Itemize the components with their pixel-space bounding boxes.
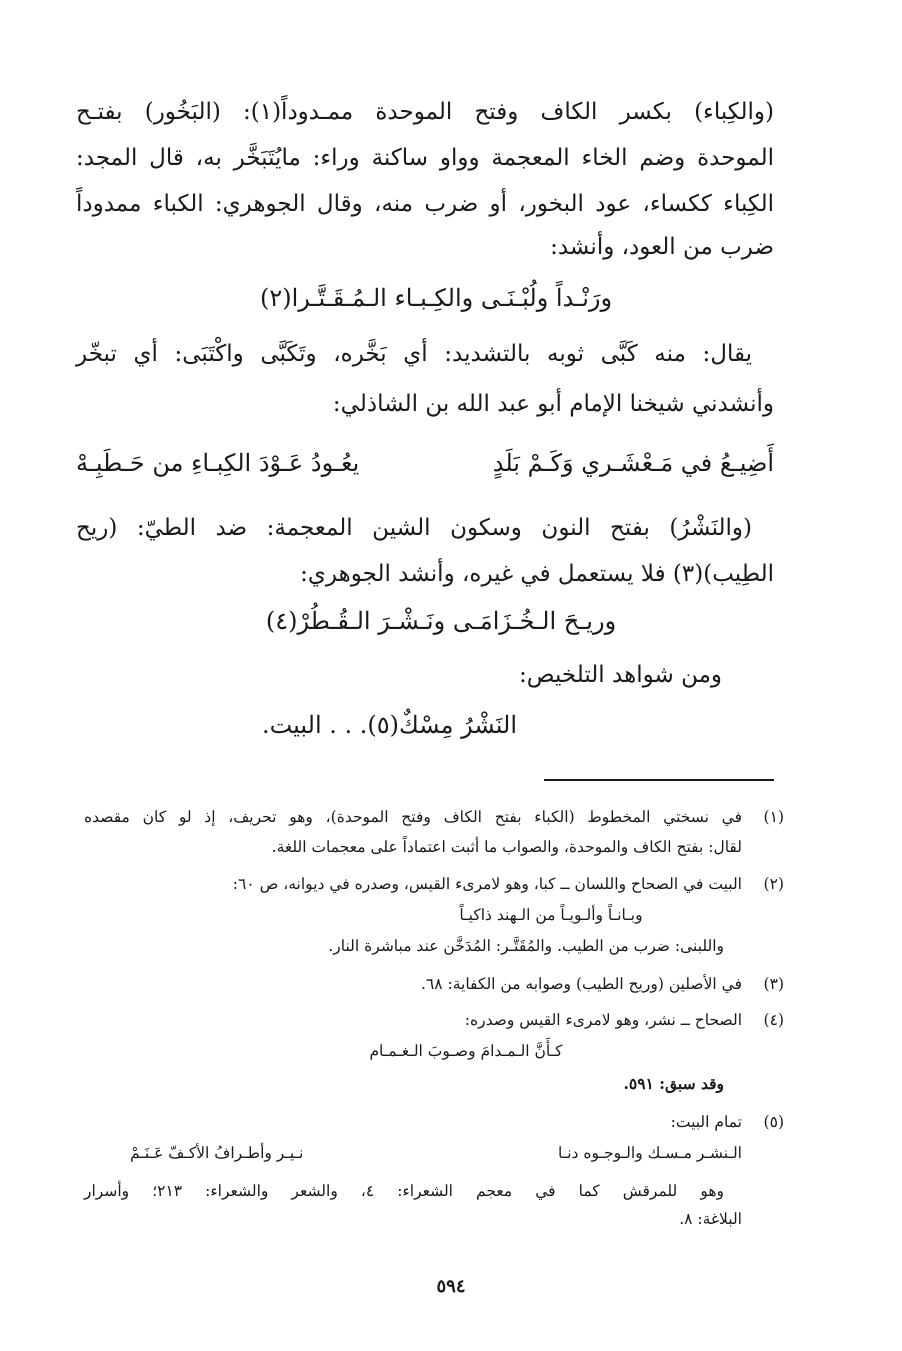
body-line-1: (والكِباء) بكسر الكاف وفتح الموحدة ممـدوداً(١): (البَخُور) بفتـح [76,99,774,125]
footnote-2-line-2: واللبنى: ضرب من الطيب. والمُقَتَّـر: المُدَخَّن عند مباشرة النار. [328,937,724,955]
verse-2-first-hemistich: أَضِيـعُ في مَـعْشَـري وَكَـمْ بَلَدٍ [492,449,774,477]
footnote-1-line-2: لقال: بفتح الكاف والموحدة، والصواب ما أثبت اعتماداً على معجمات اللغة. [271,838,742,856]
footnote-2-line-1: البيت في الصحاح واللسان ــ كبا، وهو لامرىء القيس، وصدره في ديوانه، ص ٦٠: [232,875,742,893]
footnote-5-line-2: وهو للمرقش كما في معجم الشعراء: ٤، والشعر والشعراء: ٢١٣؛ وأسرار [84,1182,724,1200]
footnote-3-line-1: في الأصلين (وريح الطيب) وصوابه من الكفاية: ٦٨. [420,975,742,993]
footnote-5-line-3: البلاغة: ٨. [679,1210,742,1228]
body-line-7: (والنَشْرُ) بفتح النون وسكون الشين المعجمة: ضد الطيّ: (ريح [76,515,752,541]
body-line-2: الموحدة وضم الخاء المعجمة وواو ساكنة وراء: مايُتَبَخَّر به، قال المجد: [76,145,774,171]
verse-2-second-hemistich: يعُـودُ عَـوْدَ الكِبـاءِ من حَـطَبِـهْ [76,449,360,477]
verse-3: وريـحَ الـخُـزَامَـى ونَـشْـرَ الـقُـطُرْ(٤) [265,607,617,635]
body-line-4: ضرب من العود، وأنشد: [550,234,774,260]
footnote-4-verse: كـأَنَّ الـمـدامَ وصـوبَ الـغـمـام [369,1042,563,1060]
body-line-8: الطِيب)(٣) فلا يستعمل في غيره، وأنشد الجوهري: [300,561,774,587]
body-line-6: وأنشدني شيخنا الإمام أبو عبد الله بن الشاذلي: [332,391,774,417]
footnote-2-number: (٢) [763,875,784,893]
footnote-5-verse-first-hemistich: الـنشـر مـسـك والـوجـوه دنـا [557,1144,742,1162]
footnote-4-line-1: الصحاح ــ نشر، وهو لامرىء القيس وصدره: [464,1011,742,1029]
footnote-1-number: (١) [763,808,784,826]
body-line-9: ومن شواهد التلخيص: [519,662,722,688]
body-line-3: الكِباء ككساء، عود البخور، أو ضرب منه، وقال الجوهري: الكباء ممدوداً [76,191,774,217]
footnote-5-line-1: تمام البيت: [670,1113,742,1131]
footnote-1-line-1: في نسختي المخطوط (الكباء بفتح الكاف وفتح الموحدة)، وهو تحريف، إذ لو كان مقصده [84,808,742,826]
body-line-5: يقال: منه كَبَّى ثوبه بالتشديد: أي بَخَّره، وتَكَبَّى واكْتَبَى: أي تبخّر [76,341,752,367]
page-number: ٥٩٤ [436,1276,466,1297]
footnote-5-verse-second-hemistich: نـيـر وأطـرافُ الأكـفّ عَـنَـمْ [130,1144,304,1162]
footnote-2-verse: وبـانـاً وألـويـاً من الـهند ذاكيـاً [459,906,643,924]
footnote-4-line-2: وقد سبق: ٥٩١. [623,1074,724,1093]
footnote-5-number: (٥) [763,1113,784,1131]
verse-4: النَشْرُ مِسْكٌ(٥). . . البيت. [261,711,517,739]
footnote-3-number: (٣) [763,975,784,993]
footnote-separator [544,779,774,781]
verse-1: ورَنْـداً ولُبْـنَـى والكِـبـاء الـمُـقَـتَّـرا(٢) [259,284,613,312]
footnote-4-number: (٤) [763,1011,784,1029]
